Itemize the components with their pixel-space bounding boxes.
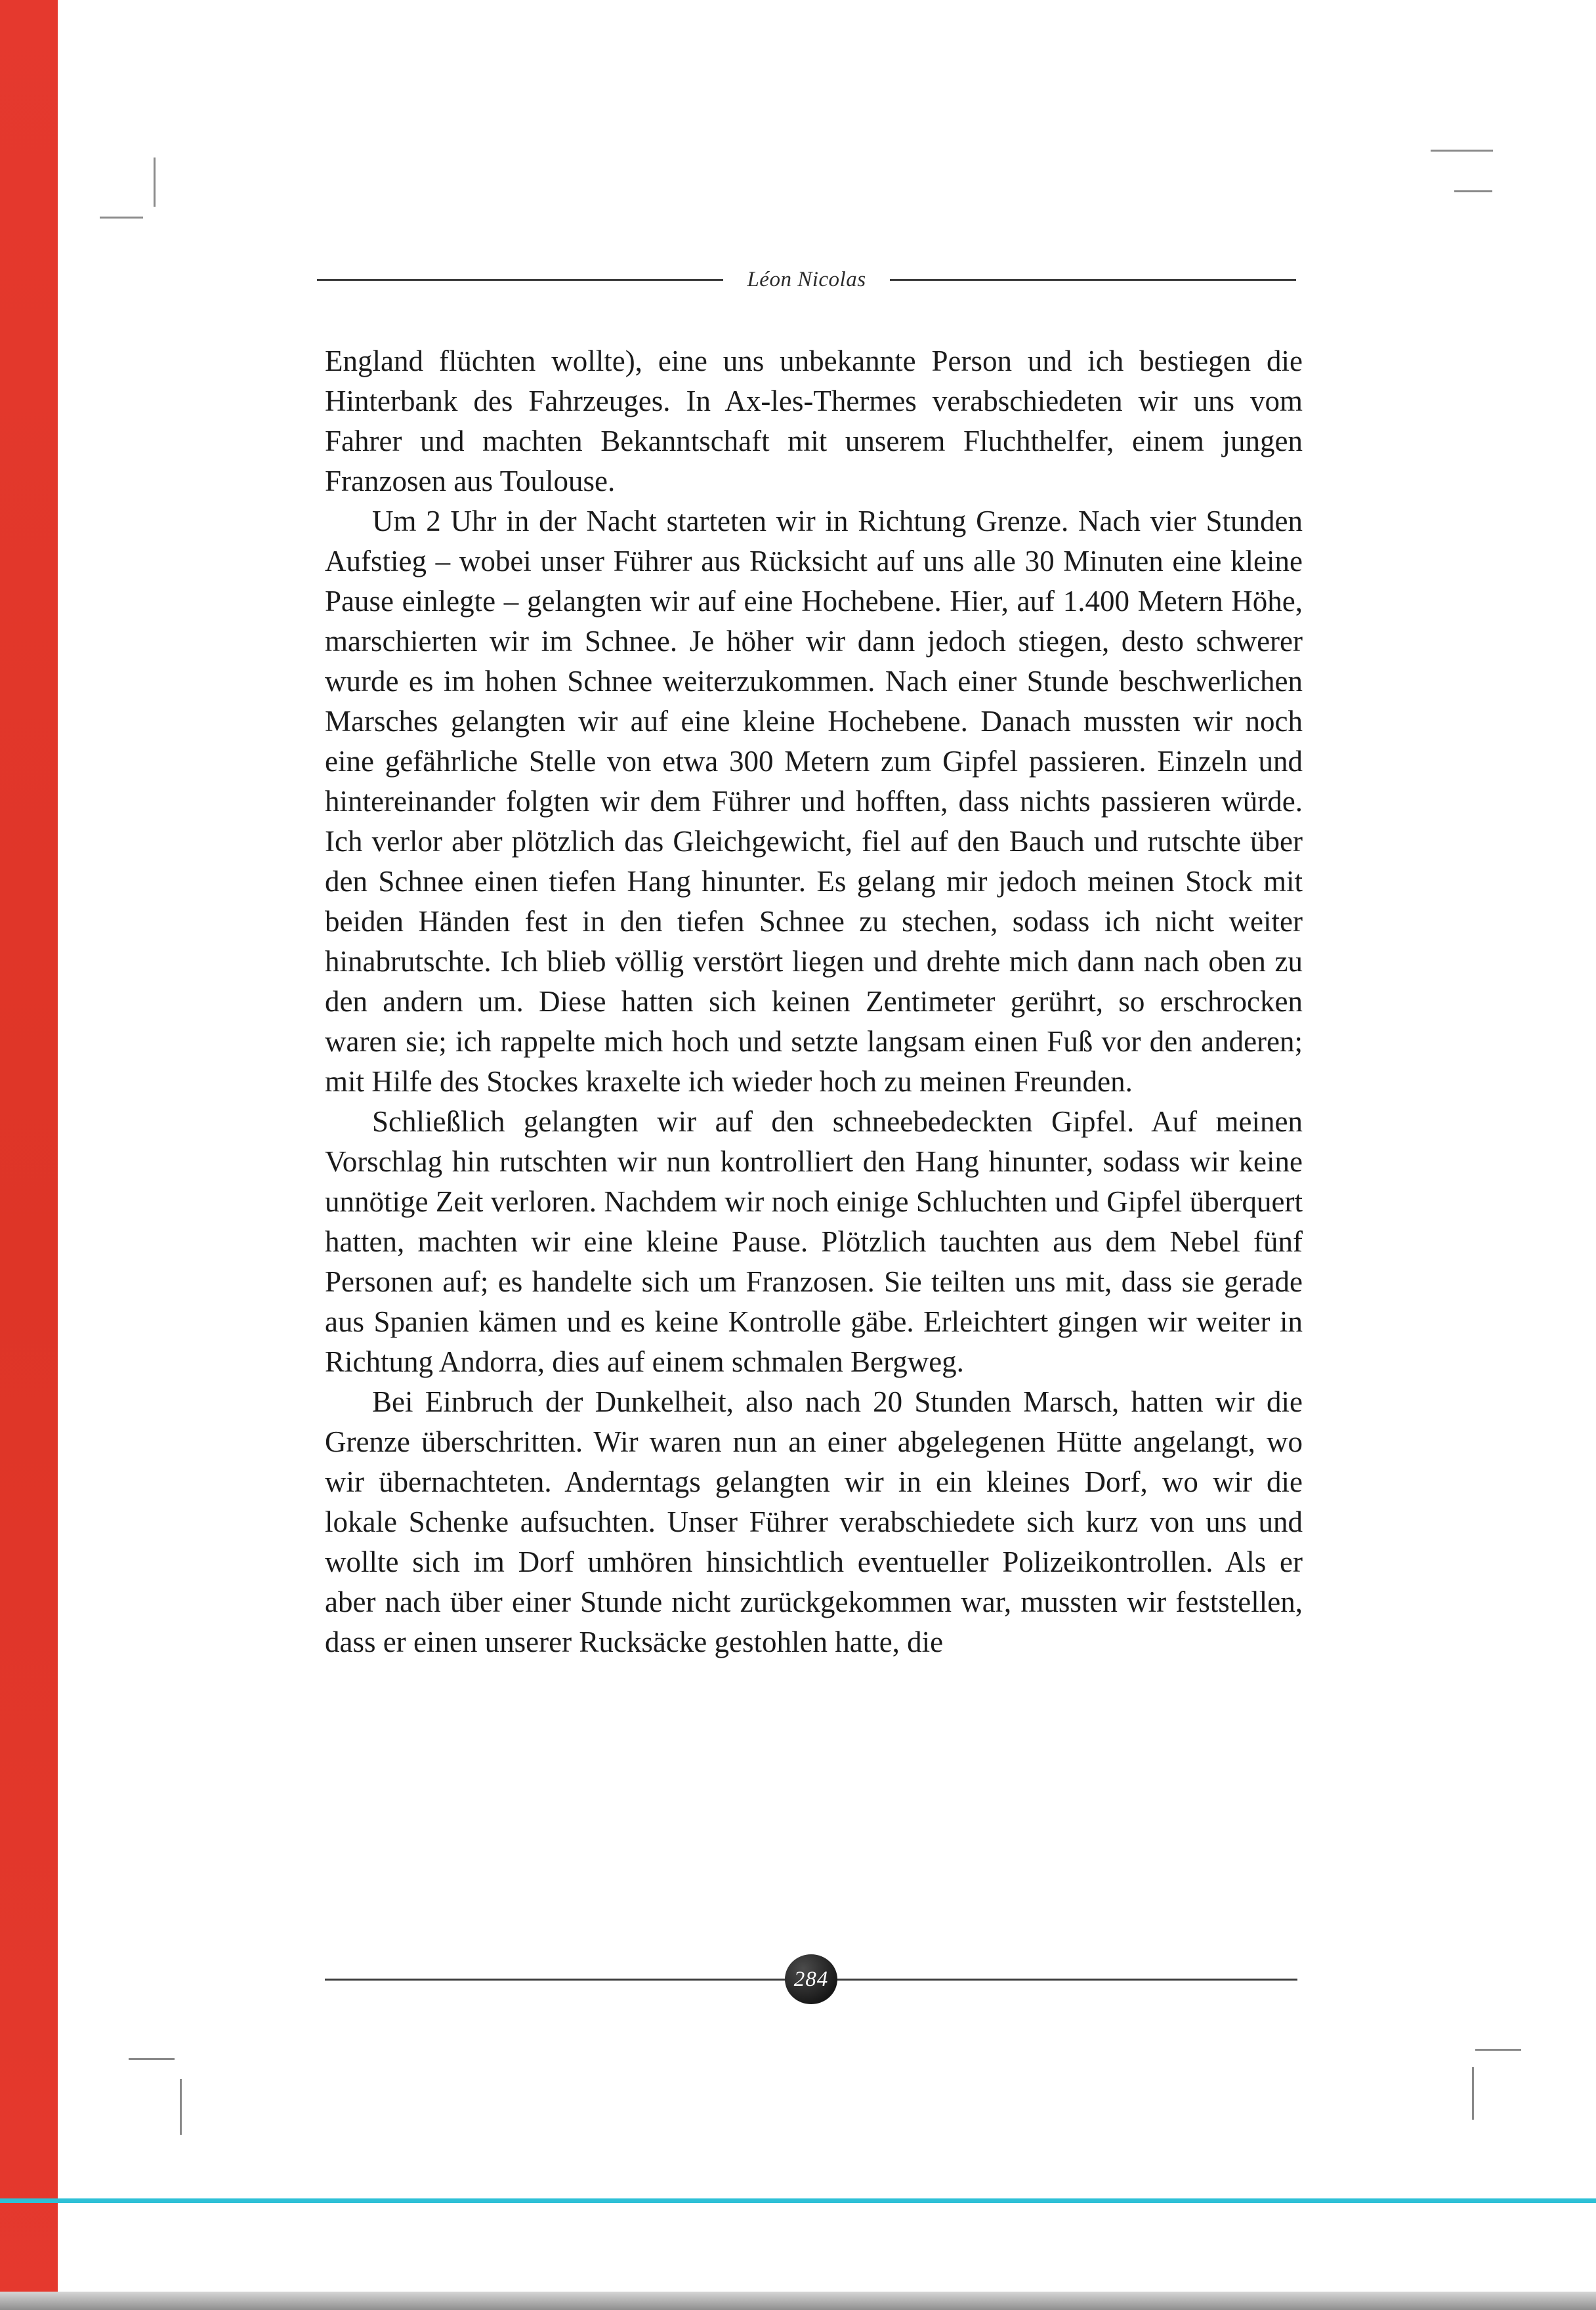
crop-mark-bottom-left-vertical bbox=[180, 2079, 182, 2135]
page-footer bbox=[325, 1954, 1297, 2004]
running-header bbox=[317, 268, 1296, 292]
running-header-author: Léon Nicolas bbox=[747, 268, 866, 291]
scan-bottom-edge bbox=[0, 2292, 1596, 2310]
body-text bbox=[325, 341, 1303, 1662]
crop-mark-top-right-dash bbox=[1454, 190, 1492, 192]
paragraph-3: Schließlich gelangten wir auf den schneebedeckten Gipfel. Auf meinen Vorschlag hin rutschten wir nun kontrolliert den Hang hinunter, sodass wir keine unnötige Zeit verloren. Nachdem wir noch einige Schluchten und Gipfel überquert hatten, machten wir eine kleine Pause. Plötzlich tauchten aus dem Nebel fünf Personen auf; es handelte sich um Franzosen. Sie teilten uns mit, dass sie gerade aus Spanien kämen und es keine Kontrolle gäbe. Erleichtert gingen wir weiter in Richtung Andorra, dies auf einem schmalen Bergweg. bbox=[325, 1105, 1303, 1378]
crop-mark-top-left-vertical bbox=[154, 158, 156, 207]
binding-stripe bbox=[0, 0, 58, 2310]
footer-rule-left bbox=[325, 1979, 786, 1981]
header-rule-right bbox=[890, 279, 1296, 281]
paragraph-1: England flüchten wollte), eine uns unbekannte Person und ich bestiegen die Hinterbank des Fahrzeuges. In Ax-les-Thermes verabschiedeten wir uns vom Fahrer und machten Bekanntschaft mit unserem Fluchthelfer, einem jungen Franzosen aus Toulouse. bbox=[325, 345, 1303, 497]
crop-mark-bottom-left-horizontal bbox=[129, 2058, 175, 2060]
crop-mark-bottom-right-horizontal bbox=[1475, 2049, 1521, 2051]
crop-mark-bottom-right-vertical bbox=[1472, 2067, 1474, 2120]
footer-rule-right bbox=[836, 1979, 1297, 1981]
crop-mark-top-left-horizontal bbox=[100, 217, 143, 219]
page-number-badge bbox=[785, 1954, 837, 2004]
scanner-cyan-line bbox=[0, 2198, 1596, 2203]
page-number: 284 bbox=[793, 1967, 829, 1991]
paragraph-2: Um 2 Uhr in der Nacht starteten wir in Richtung Grenze. Nach vier Stunden Aufstieg – wobei unser Führer aus Rücksicht auf uns alle 30 Minuten eine kleine Pause einlegte – gelangten wir auf eine Hochebene. Hier, auf 1.400 Metern Höhe, marschierten wir im Schnee. Je höher wir dann jedoch stiegen, desto schwerer wurde es im hohen Schnee weiterzukommen. Nach einer Stunde beschwerlichen Marsches gelangten wir auf eine kleine Hochebene. Danach mussten wir noch eine gefährliche Stelle von etwa 300 Metern zum Gipfel passieren. Einzeln und hintereinander folgten wir dem Führer und hofften, dass nichts passieren würde. Ich verlor aber plötzlich das Gleichgewicht, fiel auf den Bauch und rutschte über den Schnee einen tiefen Hang hinunter. Es gelang mir jedoch meinen Stock mit beiden Händen fest in den tiefen Schnee zu stechen, sodass ich nicht weiter hinabrutschte. Ich blieb völlig verstört liegen und drehte mich dann nach oben zu den andern um. Diese hatten sich keinen Zentimeter gerührt, so erschrocken waren sie; ich rappelte mich hoch und setzte langsam einen Fuß vor den anderen; mit Hilfe des Stockes kraxelte ich wieder hoch zu meinen Freunden. bbox=[325, 505, 1303, 1098]
crop-mark-top-right-horizontal bbox=[1431, 150, 1493, 152]
paragraph-4: Bei Einbruch der Dunkelheit, also nach 20 Stunden Marsch, hatten wir die Grenze überschritten. Wir waren nun an einer abgelegenen Hütte angelangt, wo wir übernachteten. Anderntags gelangten wir in ein kleines Dorf, wo wir die lokale Schenke aufsuchten. Unser Führer verabschiedete sich kurz von uns und wollte sich im Dorf umhören hinsichtlich eventueller Polizeikontrollen. Als er aber nach über einer Stunde nicht zurückgekommen war, mussten wir feststellen, dass er einen unserer Rucksäcke gestohlen hatte, die bbox=[325, 1385, 1303, 1658]
header-rule-left bbox=[317, 279, 723, 281]
